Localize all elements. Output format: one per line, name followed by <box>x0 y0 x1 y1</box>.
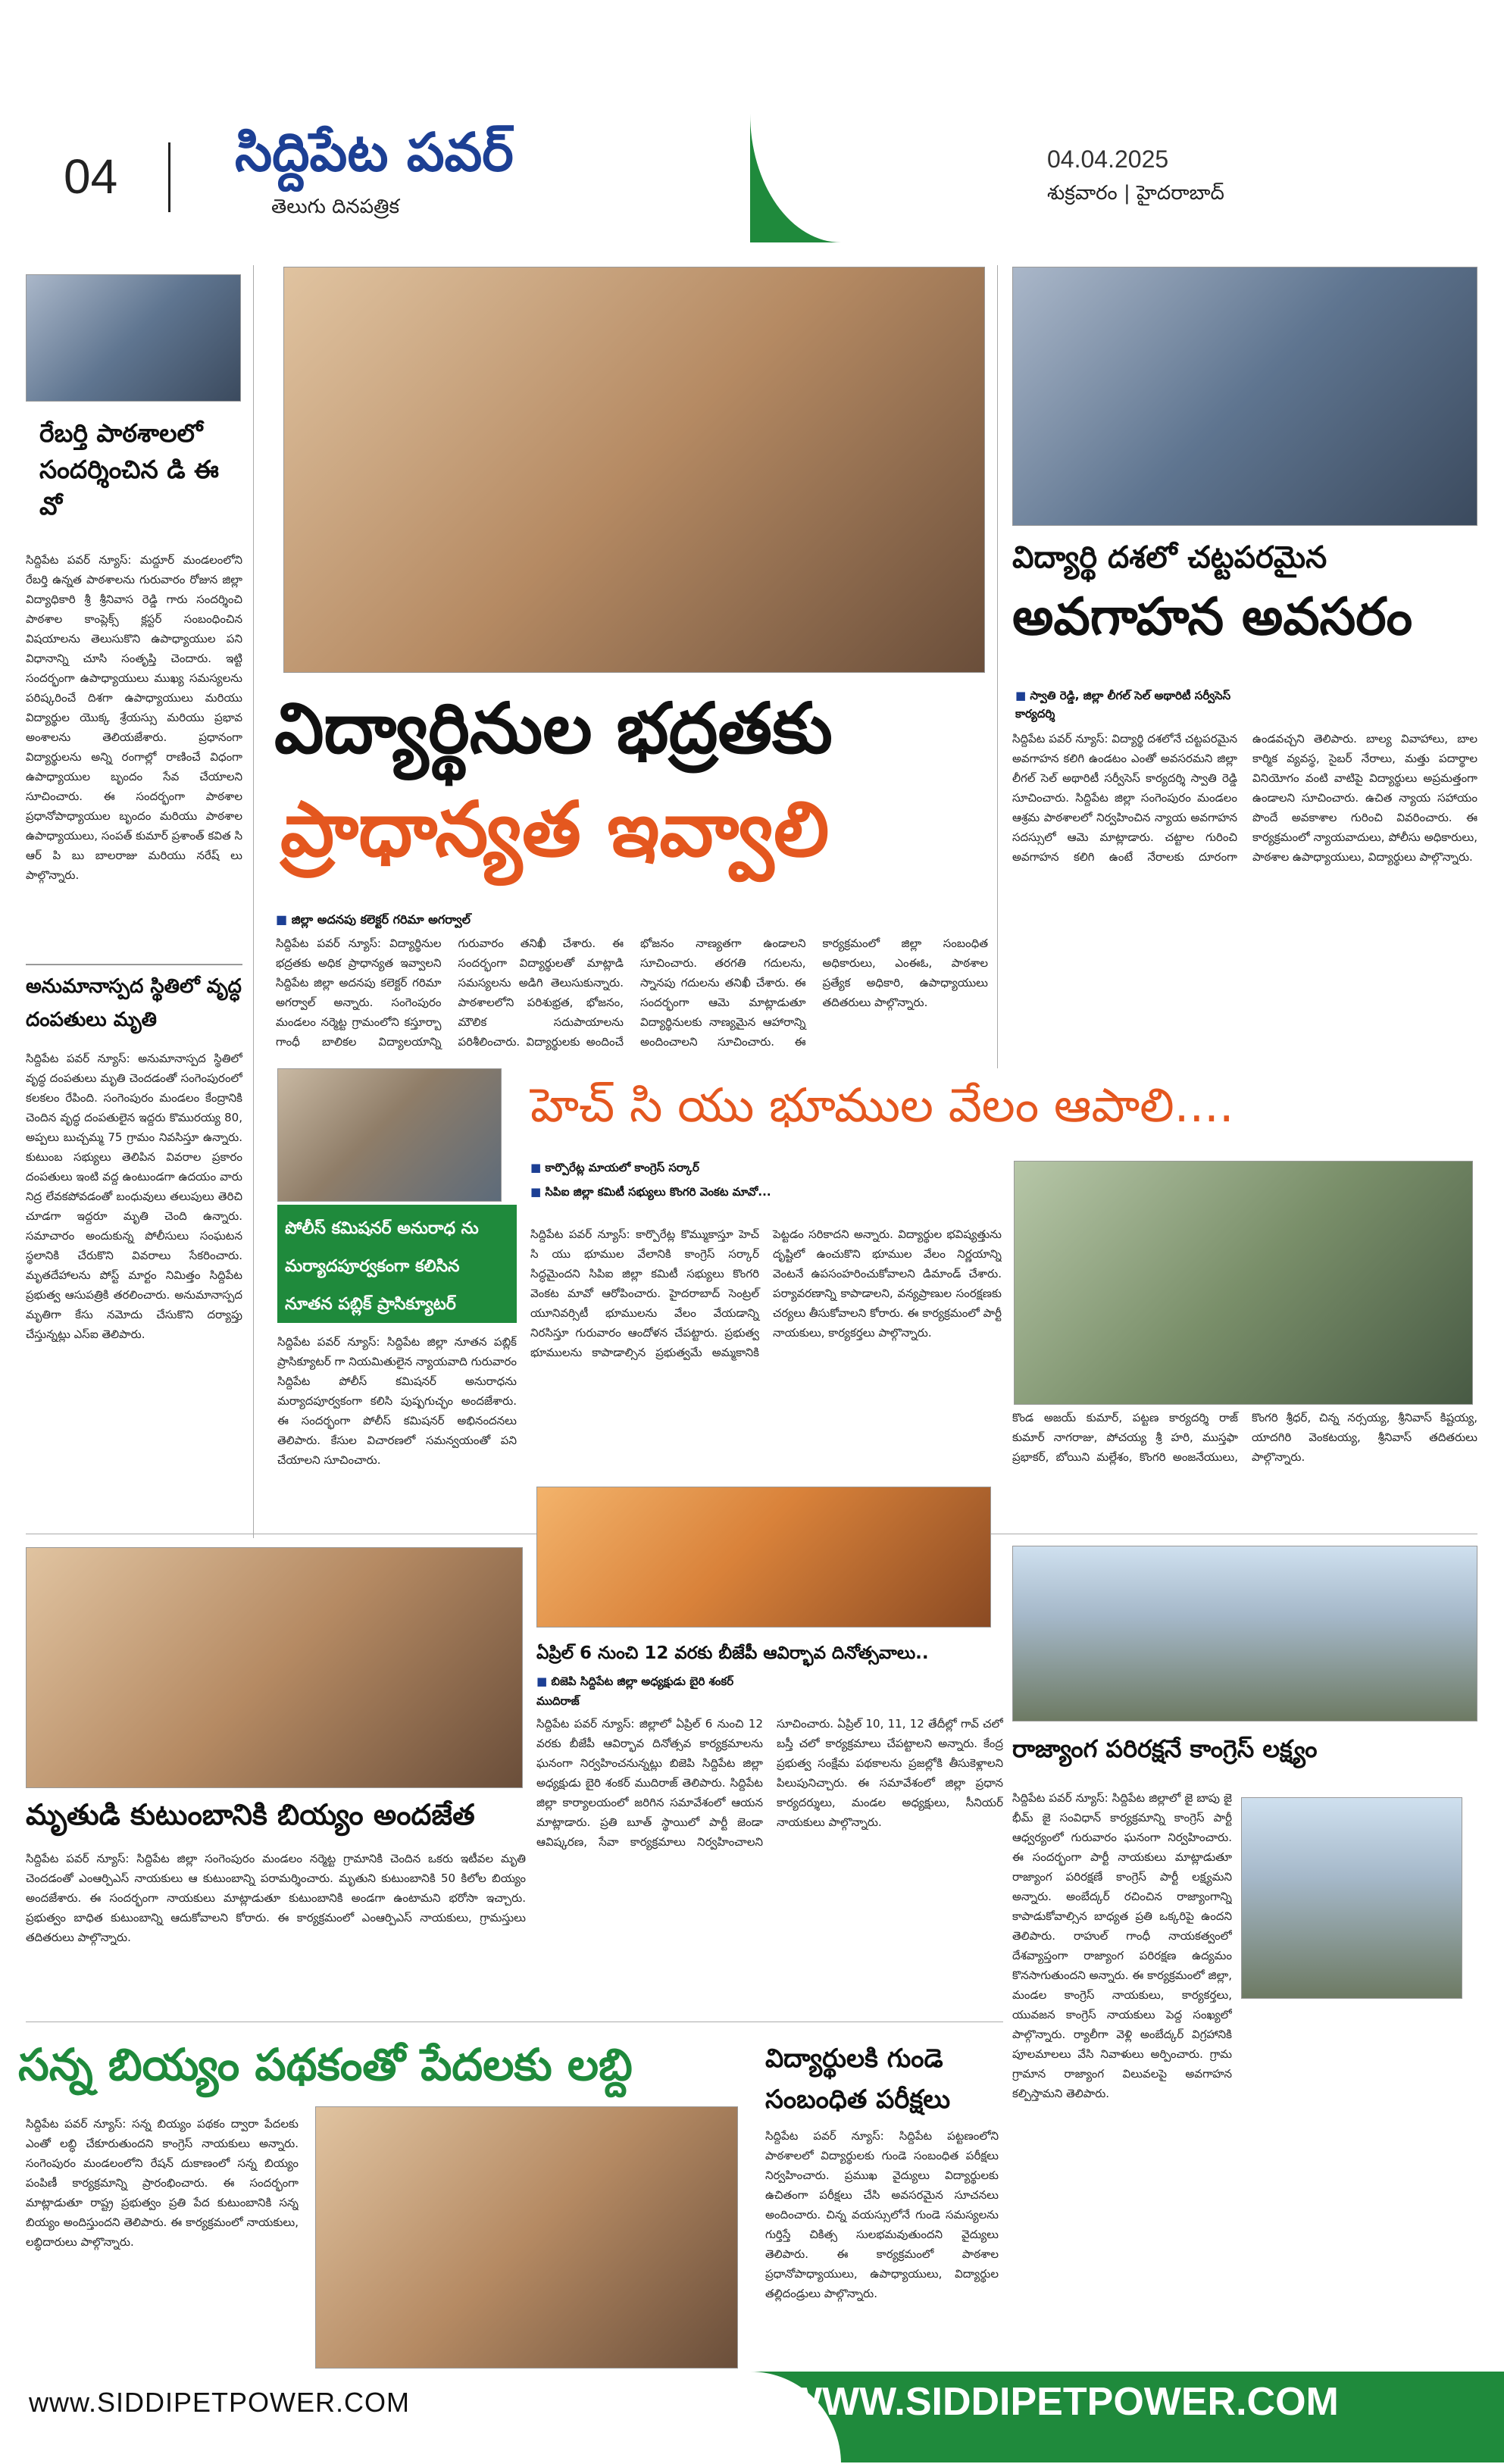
rebarthi-school-photo <box>26 274 241 402</box>
congress-statue-photo <box>1241 1797 1462 1999</box>
bullet-icon: ■ <box>530 1185 546 1199</box>
top-byline-text: జిల్లా అదనపు కలెక్టర్ గరిమా అగర్వాల్ <box>291 912 471 927</box>
couple-death-body: సిద్దిపేట పవర్ న్యూస్: అనుమానాస్పద స్థితిలో వృద్ధ దంపతులు మృతి చెందడంతో సంగెంపురంలో కలకలం రేపింది. సంగెంపురం మండలం కేంద్రానికి చెందిన వృద్ధ దంపతులైన ఇద్దరు కొమురయ్య 80, అప్పలు బుచ్చమ్మ 75 గ్రామం నివసిస్తూ ఉన్నారు. కుటుంబ సభ్యులు తెలిపిన వివరాల ప్రకారం దంపతులు ఇంటి వద్ద ఉంటుండగా ఉదయం వారు నిద్ర లేవకపోవడంతో బంధువులు తలుపులు తెరిచి చూడగా ఇద్దరూ మృతి చెంది ఉన్నారు. సమాచారం అందుకున్న పోలీసులు సంఘటన స్థలానికి చేరుకొని వివరాలు సేకరించారు. మృతదేహాలను పోస్ట్ మార్టం నిమిత్తం సిద్దిపేట ప్రభుత్వ ఆసుపత్రికి తరలించారు. అనుమానాస్పద మృతిగా కేసు నమోదు చేసుకొని దర్యాప్తు చేస్తున్నట్లు ఎస్ఐ తెలిపారు. <box>26 1052 242 1341</box>
couple-death-headline: అనుమానాస్పద స్థితిలో వృద్ధ దంపతులు మృతి <box>26 975 242 1031</box>
masthead-tagline: తెలుగు దినపత్రిక <box>271 195 400 218</box>
family-rice-photo <box>26 1547 523 1788</box>
top-story-body: సిద్దిపేట పవర్ న్యూస్: విద్యార్థినుల భద్రతకు అధిక ప్రాధాన్యత ఇవ్వాలని సిద్దిపేట జిల్లా అదనపు కలెక్టర్ గరిమా అగర్వాల్ అన్నారు. సంగెంపురం మండలం నర్మెట్ట గ్రామంలోని కస్తూర్బా గాంధీ బాలికల విద్యాలయాన్ని గురువారం తనిఖీ చేశారు. ఈ సందర్భంగా విద్యార్థులతో మాట్లాడి సమస్యలను అడిగి తెలుసుకున్నారు. పాఠశాలలోని పరిశుభ్రత, భోజనం, మౌలిక సదుపాయాలను పరిశీలించారు. విద్యార్థులకు అందించే భోజనం నాణ్యతగా ఉండాలని సూచించారు. తరగతి గదులను, స్నానపు గదులను తనిఖీ చేశారు. ఈ సందర్భంగా ఆమె మాట్లాడుతూ విద్యార్థినులకు నాణ్యమైన ఆహారాన్ని అందించాలని సూచించారు. ఈ కార్యక్రమంలో జిల్లా సంబంధిత అధికారులు, ఎంఈఓ, పాఠశాల ప్రత్యేక అధికారి, ఉపాధ్యాయులు తదితరులు పాల్గొన్నారు. <box>276 937 988 1049</box>
rice-headline: సన్న బియ్యం పథకంతో పేదలకు లబ్ది <box>18 2039 633 2090</box>
bjp-byline <box>536 1671 771 1711</box>
left-col-separator <box>26 964 242 965</box>
hcu-byline-2-text: సిపిఐ జిల్లా కమిటీ సభ్యులు కొంగరి వెంకట మావో... <box>545 1185 771 1199</box>
bjp-meeting-photo <box>536 1487 991 1628</box>
bullet-icon: ■ <box>530 1161 546 1174</box>
police-headline-line1: పోలీస్ కమిషనర్ అనురాధ ను <box>285 1219 479 1238</box>
rice-body: సిద్దిపేట పవర్ న్యూస్: సన్న బియ్యం పథకం ద్వారా పేదలకు ఎంతో లబ్ధి చేకూరుతుందని కాంగ్రెస్ నాయకులు అన్నారు. సంగెంపురం మండలంలోని రేషన్ దుకాణంలో సన్న బియ్యం పంపిణీ కార్యక్రమాన్ని ప్రారంభించారు. ఈ సందర్భంగా మాట్లాడుతూ రాష్ట్ర ప్రభుత్వం ప్రతి పేద కుటుంబానికి సన్న బియ్యం అందిస్తుందని తెలిపారు. ఈ కార్యక్రమంలో నాయకులు, లబ్ధిదారులు పాల్గొన్నారు. <box>26 2117 299 2249</box>
police-headline-line3: నూతన పబ్లిక్ ప్రాసిక్యూటర్ <box>285 1295 456 1314</box>
bullet-icon: ■ <box>276 912 292 927</box>
issue-day-place: శుక్రవారం | హైదరాబాద్ <box>1047 182 1224 205</box>
issue-date: 04.04.2025 <box>1047 145 1169 173</box>
family-headline: మృతుడి కుటుంబానికి బియ్యం అందజేత <box>26 1798 475 1831</box>
bullet-icon: ■ <box>536 1674 552 1688</box>
col-divider-left <box>253 265 254 1538</box>
rebarthi-body: సిద్దిపేట పవర్ న్యూస్: మద్దూర్ మండలంలోని రేబర్తి ఉన్నత పాఠశాలను గురువారం రోజున జిల్లా విద్యాధికారి శ్రీ శ్రీనివాస రెడ్డి గారు సందర్శించి పాఠశాల కాంప్లెక్స్ క్లస్టర్ సంబంధించిన విషయాలను తెలుసుకొని ఉపాధ్యాయుల పని విధానాన్ని చూసి సంతృప్తి చెందారు. ఇట్టి సందర్భంగా ఉపాధ్యాయులు ముఖ్య సమస్యలను పరిష్కరించే దిశగా ఉపాధ్యాయులు మరియు విద్యార్థుల యొక్క శ్రేయస్సు మరియు ప్రభావ అంశాలను తెలియజేశారు. ప్రధానంగా విద్యార్థులను అన్ని రంగాల్లో రాణించే విధంగా ఉపాధ్యాయుల బృందం సేవ చేయాలని సూచించారు. ఈ సందర్భంగా పాఠశాల ప్రధానోపాధ్యాయుల బృందం మరియు పాఠశాల ఉపాధ్యాయులు, సంపత్ కుమార్ ప్రశాంత్ కవిత సి ఆర్ పి బు బాలరాజు మరియు నరేష్ లు పాల్గొన్నారు. <box>26 553 242 882</box>
hcu-body: సిద్దిపేట పవర్ న్యూస్: కార్పొరేట్ల కొమ్ముకాస్తూ హెచ్ సి యు భూముల వేలానికి కాంగ్రెస్ సర్కార్ సిద్ధమైందని సిపిఐ జిల్లా కమిటీ సభ్యులు కొంగరి వెంకట మావో ఆరోపించారు. హైదరాబాద్ సెంట్రల్ యూనివర్సిటీ భూములను వేలం వేయడాన్ని నిరసిస్తూ గురువారం ఆందోళన చేపట్టారు. ప్రభుత్వ భూములను కాపాడాల్సిన ప్రభుత్వమే అమ్మకానికి పెట్టడం సరికాదని అన్నారు. విద్యార్థుల భవిష్యత్తును దృష్టిలో ఉంచుకొని భూముల వేలం నిర్ణయాన్ని వెంటనే ఉపసంహరించుకోవాలని డిమాండ్ చేశారు. పర్యావరణాన్ని కాపాడాలని, వన్యప్రాణుల సంరక్షణకు చర్యలు తీసుకోవాలని కోరారు. ఈ కార్యక్రమంలో పార్టీ నాయకులు, కార్యకర్తలు పాల్గొన్నారు. <box>530 1227 1002 1359</box>
classroom-photo <box>283 267 985 673</box>
rebarthi-headline: రేబర్తి పాఠశాలలో సందర్శించిన డి ఈ వో <box>39 418 219 521</box>
hcu-protest-photo <box>1014 1161 1473 1405</box>
hcu-caption: కొండ అజయ్ కుమార్, పట్టణ కార్యదర్శి రాజ్ కుమార్ నాగరాజు, పోచయ్య శ్రీ హరి, ముస్తఫా ప్రభాకర్, బోయిని మల్లేశం, కొంగరి అంజనేయులు, కొంగరి శ్రీధర్, చిన్న నర్సయ్య, శ్రీనివాస్ కిష్టయ్య, యాదగిరి వెంకటయ్య, శ్రీనివాస్ తదితరులు పాల్గొన్నారు. <box>1012 1411 1477 1464</box>
col-divider-right <box>997 265 998 1068</box>
police-body: సిద్దిపేట పవర్ న్యూస్: సిద్దిపేట జిల్లా నూతన పబ్లిక్ ప్రాసిక్యూటర్ గా నియమితులైన న్యాయవాది గురువారం సిద్దిపేట పోలీస్ కమిషనర్ అనురాధను మర్యాదపూర్వకంగా కలిసి పుష్పగుచ్ఛం అందజేశారు. ఈ సందర్భంగా పోలీస్ కమిషనర్ అభినందనలు తెలిపారు. కేసుల విచారణలో సమన్వయంతో పని చేయాలని సూచించారు. <box>277 1335 517 1467</box>
top-headline-line1: విద్యార్థినుల భద్రతకు <box>274 688 833 769</box>
right-byline-text: స్వాతి రెడ్డి, జిల్లా లీగల్ సెల్ అథారిటీ సర్వీసెస్ కార్యదర్శి <box>1015 689 1231 721</box>
heart-headline: విద్యార్థులకి గుండె సంబంధిత పరీక్షలు <box>765 2043 951 2115</box>
police-headline-line2: మర్యాదపూర్వకంగా కలిసిన <box>285 1257 460 1276</box>
right-byline <box>1015 686 1235 723</box>
bjp-byline-text: బిజెపి సిద్దిపేట జిల్లా అధ్యక్షుడు బైరి శంకర్ ముదిరాజ్ <box>536 1674 734 1708</box>
bjp-body: సిద్దిపేట పవర్ న్యూస్: జిల్లాలో ఏప్రిల్ 6 నుంచి 12 వరకు బీజేపీ ఆవిర్భావ దినోత్సవ కార్యక్రమాలను ఘనంగా నిర్వహించనున్నట్లు బిజెపి సిద్దిపేట జిల్లా అధ్యక్షుడు బైరి శంకర్ ముదిరాజ్ తెలిపారు. సిద్దిపేట జిల్లా కార్యాలయంలో జరిగిన సమావేశంలో ఆయన మాట్లాడారు. ప్రతి బూత్ స్థాయిలో పార్టీ జెండా ఆవిష్కరణ, సేవా కార్యక్రమాలు నిర్వహించాలని సూచించారు. ఏప్రిల్ 10, 11, 12 తేదీల్లో గావ్ చలో బస్తీ చలో కార్యక్రమాలు చేపట్టాలని అన్నారు. కేంద్ర ప్రభుత్వ సంక్షేమ పథకాలను ప్రజల్లోకి తీసుకెళ్లాలని పిలుపునిచ్చారు. ఈ సమావేశంలో జిల్లా ప్రధాన కార్యదర్శులు, మండల అధ్యక్షులు, సీనియర్ నాయకులు పాల్గొన్నారు. <box>536 1717 1003 1849</box>
bullet-icon: ■ <box>1015 689 1030 702</box>
right-headline-line1: విద్యార్థి దశలో చట్టపరమైన <box>1012 540 1327 575</box>
police-commissioner-photo <box>277 1068 502 1202</box>
footer-url-left[interactable]: www.SIDDIPETPOWER.COM <box>29 2387 411 2418</box>
right-story-body: సిద్దిపేట పవర్ న్యూస్: విద్యార్థి దశలోనే చట్టపరమైన అవగాహన కలిగి ఉండటం ఎంతో అవసరమని జిల్లా లీగల్ సెల్ అథారిటీ సర్వీసెస్ కార్యదర్శి స్వాతి రెడ్డి సూచించారు. సిద్దిపేట జిల్లా సంగెంపురం మండలం ఆశ్రమ పాఠశాలలో నిర్వహించిన న్యాయ అవగాహన సదస్సులో ఆమె మాట్లాడారు. చట్టాల గురించి అవగాహన కలిగి ఉంటే నేరాలకు దూరంగా ఉండవచ్చని తెలిపారు. బాల్య వివాహాలు, బాల కార్మిక వ్యవస్థ, సైబర్ నేరాలు, మత్తు పదార్థాల వినియోగం వంటి వాటిపై విద్యార్థులు అప్రమత్తంగా ఉండాలని సూచించారు. ఉచిత న్యాయ సహాయం పొందే అవకాశాల గురించి వివరించారు. ఈ కార్యక్రమంలో న్యాయవాదులు, పోలీసు అధికారులు, పాఠశాల ఉపాధ్యాయులు, విద్యార్థులు పాల్గొన్నారు. <box>1012 732 1477 864</box>
top-headline-line2: ప్రాధాన్యత ఇవ్వాలి <box>280 785 830 874</box>
hcu-byline-1 <box>530 1161 780 1177</box>
bjp-headline: ఏప్రిల్ 6 నుంచి 12 వరకు బీజేపీ ఆవిర్భావ దినోత్సవాలు.. <box>536 1643 929 1663</box>
page-number: 04 <box>64 149 118 204</box>
congress-body: సిద్దిపేట పవర్ న్యూస్: సిద్దిపేట జిల్లాలో జై బాపు జై భీమ్ జై సంవిధాన్ కార్యక్రమాన్ని కాంగ్రెస్ పార్టీ ఆధ్వర్యంలో గురువారం ఘనంగా నిర్వహించారు. ఈ సందర్భంగా పార్టీ నాయకులు మాట్లాడుతూ రాజ్యాంగ పరిరక్షణే కాంగ్రెస్ పార్టీ లక్ష్యమని అన్నారు. అంబేద్కర్ రచించిన రాజ్యాంగాన్ని కాపాడుకోవాల్సిన బాధ్యత ప్రతి ఒక్కరిపై ఉందని తెలిపారు. రాహుల్ గాంధీ నాయకత్వంలో దేశవ్యాప్తంగా రాజ్యాంగ పరిరక్షణ ఉద్యమం కొనసాగుతుందని అన్నారు. ఈ కార్యక్రమంలో జిల్లా, మండల కాంగ్రెస్ నాయకులు, కార్యకర్తలు, యువజన కాంగ్రెస్ నాయకులు పెద్ద సంఖ్యలో పాల్గొన్నారు. ర్యాలీగా వెళ్లి అంబేద్కర్ విగ్రహానికి పూలమాలలు వేసి నివాళులు అర్పించారు. గ్రామ గ్రామాన రాజ్యాంగ విలువలపై అవగాహన కల్పిస్తామని తెలిపారు. <box>1012 1791 1232 2100</box>
hcu-headline: హెచ్ సి యు భూముల వేలం ఆపాలి.... <box>530 1077 1234 1133</box>
congress-headline: రాజ్యాంగ పరిరక్షనే కాంగ్రెస్ లక్ష్యం <box>1012 1734 1318 1763</box>
footer-url-right[interactable]: WWW.SIDDIPETPOWER.COM <box>785 2380 1339 2424</box>
family-body: సిద్దిపేట పవర్ న్యూస్: సిద్దిపేట జిల్లా సంగెంపురం మండలం నర్మెట్ట గ్రామానికి చెందిన ఒకరు ఇటీవల మృతి చెందడంతో ఎంఆర్పిఎస్ నాయకులు ఆ కుటుంబాన్ని పరామర్శించారు. మృతుని కుటుంబానికి 50 కిలోల బియ్యం అందజేశారు. ఈ సందర్భంగా నాయకులు మాట్లాడుతూ కుటుంబానికి అండగా ఉంటామని భరోసా ఇచ్చారు. ప్రభుత్వం బాధిత కుటుంబాన్ని ఆదుకోవాలని కోరారు. ఈ కార్యక్రమంలో ఎంఆర్పిఎస్ నాయకులు, గ్రామస్తులు తదితరులు పాల్గొన్నారు. <box>26 1852 526 1944</box>
header-divider <box>168 142 170 212</box>
right-headline-line2: అవగాహన అవసరం <box>1012 587 1413 647</box>
rice-distribution-photo <box>315 2106 738 2369</box>
top-byline <box>276 912 471 930</box>
header-wave <box>750 114 1504 242</box>
masthead-title: సిద్దిపేట పవర్ <box>235 121 514 183</box>
congress-rally-photo <box>1012 1546 1477 1721</box>
heart-body: సిద్దిపేట పవర్ న్యూస్: సిద్దిపేట పట్టణంలోని పాఠశాలలో విద్యార్థులకు గుండె సంబంధిత పరీక్షలు నిర్వహించారు. ప్రముఖ వైద్యులు విద్యార్థులకు ఉచితంగా పరీక్షలు చేసి అవసరమైన సూచనలు అందించారు. చిన్న వయస్సులోనే గుండె సమస్యలను గుర్తిస్తే చికిత్స సులభమవుతుందని వైద్యులు తెలిపారు. ఈ కార్యక్రమంలో పాఠశాల ప్రధానోపాధ్యాయులు, ఉపాధ్యాయులు, విద్యార్థుల తల్లిదండ్రులు పాల్గొన్నారు. <box>765 2129 999 2300</box>
congress-body-cont <box>1246 2008 1470 2372</box>
hcu-byline-2 <box>530 1182 780 1202</box>
hcu-byline-1-text: కార్పొరేట్ల మాయలో కాంగ్రెస్ సర్కార్ <box>545 1161 699 1174</box>
legal-awareness-photo <box>1012 267 1477 526</box>
